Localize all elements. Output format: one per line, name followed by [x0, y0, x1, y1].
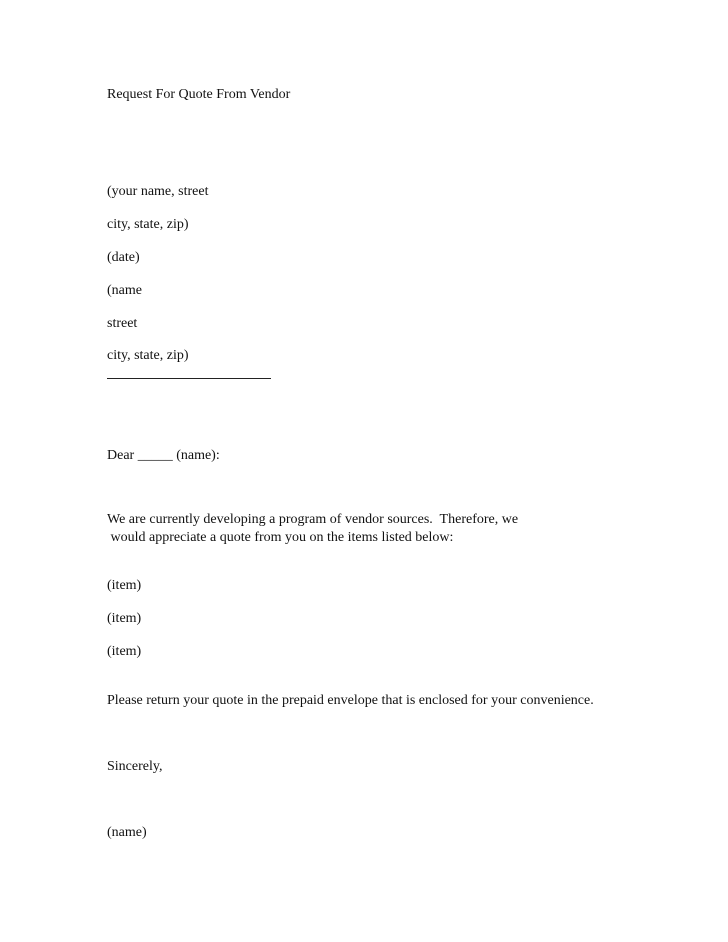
date-placeholder: (date): [107, 250, 140, 265]
item-line: (item): [107, 578, 142, 593]
address-divider: [107, 378, 271, 379]
body-line-2: would appreciate a quote from you on the items listed below:: [107, 530, 454, 545]
item-line: (item): [107, 611, 142, 626]
sender-line-1: (your name, street: [107, 184, 209, 199]
recipient-line-1: (name: [107, 283, 142, 298]
sender-line-2: city, state, zip): [107, 217, 189, 232]
body-line-1: We are currently developing a program of vendor sources. Therefore, we: [107, 512, 519, 527]
recipient-line-3: city, state, zip): [107, 348, 189, 363]
signature-name: (name): [107, 825, 147, 840]
salutation: Dear _____ (name):: [107, 448, 220, 463]
item-line: (item): [107, 644, 142, 659]
closing-paragraph: Please return your quote in the prepaid envelope that is enclosed for your convenience.: [107, 693, 594, 708]
signoff: Sincerely,: [107, 759, 163, 774]
document-title: Request For Quote From Vendor: [107, 87, 291, 102]
recipient-line-2: street: [107, 316, 138, 331]
